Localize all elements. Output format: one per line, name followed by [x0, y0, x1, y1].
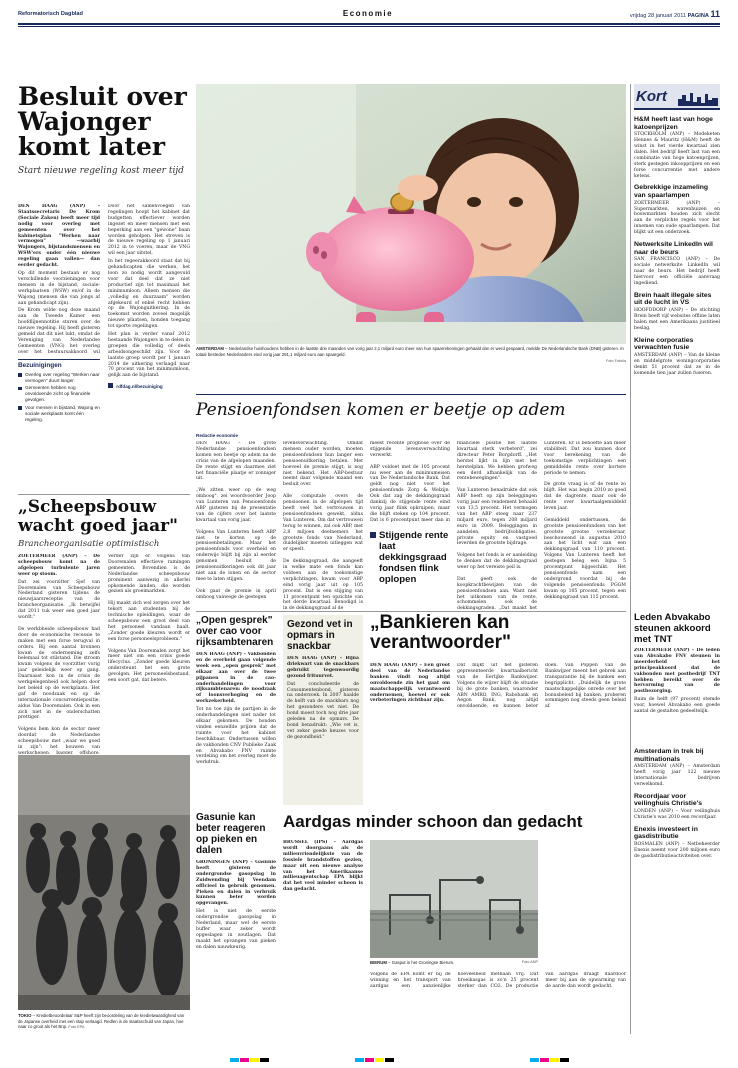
kort-title: Kort [636, 88, 667, 105]
scheepsbouw-headline: „Scheepsbouw wacht goed jaar" [18, 497, 178, 536]
hero-photo-credit: Foto Fotolia [605, 358, 626, 363]
bankieren-headline: „Bankieren kan verantwoorder" [370, 612, 511, 653]
lead-paragraph: In het regeerakkoord staat dat bij gehandicapten die werken, het loon zo nodig wordt aangevuld voor dat deel dat ze niet productief zijn tot maximaal het minimumloon. Alleen mensen die „volledig en duurzaam" worden afgekeurd of enkel recht hebben op de Wajonguitkering. In de toekomst worden zoveel mogelijk nieuwe plaatsen, honden toegang tot sporte regelingen. [108, 259, 190, 330]
lead-factbox [18, 359, 100, 424]
lead-headline: Besluit over Wajonger komt later [18, 82, 187, 161]
scheepsbouw-intro: ZOETERMEER (ANP) – De scheepsbouw komt na de afgelopen turbulente jaren weer op stoom. [18, 554, 100, 577]
aardgas-photo [370, 840, 538, 958]
scheepsbouw-text: Dat zei voorzitter Sjef van Dooremalen van Scheepsbouw Nederland gisteren tijdens de nieuwjaarsreceptie van de brancheorganisatie. „Ik betwijfel dat 2011 tuk weer een goed jaar wordt." De werkbheide scheepsbouw had door de economische recessie te maken met een forse terugval in orders. Bij een aantal bronnen kwam de onderneming zelfs helemaal tot stilstand. Die stroom kwam volgens de voorzitter vorig jaar geleidelijk weer op gang. Daarnaast kon in de crisis de werkgelegenheid ook helpen door het beleid op de werkplaats. Het gaf de noodzaak en op de internationale concurrentiepositie, aldus Van Dooremalen. Ook in een zich niet in de onderschatten prettiger. Volgens hem kon de sector meer doordat de Nederlandse scheepsbouw met „waar we goed in zijn": het bouwen van werkschepen, bagger, offshore, [18, 579, 100, 754]
kort-item: H&M heeft last van hoge katoenprijzen STOCKHOLM (ANP) – Modeketen Hennes & Mauritz (H&M) heeft de winst in het vierde kwartaal zien dalen. Het bedrijf heeft last van een combinatie van hoge katoenprijzen, sterk gestegen inkoopprijzen en een forse concurrentie met andere ketens. [634, 116, 720, 179]
lead-intro: DEN HAAG (ANP) – Staatssecretaris De Krom (Sociale Zaken) heeft meer tijd nodig voor overleg met gemeenten over het kabinetsplan "Werken naar vermogen" —waarbij Wajongers, bijstandsmensen en WSW'ers onder één nieuwe regeling gaan vallen— dan eerder gedacht. [18, 204, 100, 269]
gasunie-text [196, 860, 276, 1035]
print-marks-left [230, 1058, 269, 1062]
factbox-bullet: Overleg over regeling "Werken naar vermogen" duurt langer. [18, 372, 100, 384]
kort-item: Netwerksite LinkedIn wil naar de beurs SAN FRANCISCO (ANP) – De sociale netwerksite LinkedIn wil naar de beurs. Het bedrijf heeft hiervoor een officiële aanvraag ingediend. [634, 241, 720, 286]
lead-paragraph: Op dit moment bestaan er nog verschillende voorzieningen voor mensen in de bijstand, sociale-werkplaatsen (WSW) en/of in de Wajong (mensen die van jongs af aan gehandicapt zijn). [18, 270, 100, 306]
lead-body-col-2 [108, 204, 190, 454]
factbox-bullet: Gemeenten hebben nog onvoldoende zicht op financiële gevolgen. [18, 385, 100, 403]
tokio-photo-credit: Foto EPA [68, 1025, 85, 1029]
gezond-vet-body: Dat concludeerde de Consumentenbond, gisteren na onderzoek. In 2007 haalde de helft van de snackbars nog het gezondere vet niet. De bond moest toch nog drie jaar geleden na de opmars. De bond benadrukt: „Wie vet is, vet zeker goede keuzes voor de gezondheid." [287, 681, 359, 740]
lead-paragraph: Het plan is verder vanaf 2012 bestaande Wajongers in te delen in groepen die volledig of deels arbeidsongeschikt zijn. Voor de laatste groep wordt per 1 januari 2014 de uitkering verlaagd naar 70 procent van het minimumloon, gelijk aan de bijstand. [108, 332, 190, 379]
factbox-bullets [18, 372, 100, 423]
open-gesprek-headline: „Open gesprek" over cao voor rijksambtenaren [196, 615, 274, 648]
gezond-vet-text [287, 656, 359, 796]
pension-col-5: Lunteren. Er is behoefte aan meer stabiliteit. Dat zou kunnen door voor berekening van de toekomstige verplichtingen een gemiddelde rente over kortere periode te nemen. De grote vraag is of de rente zo blijft. Het was begin 2010 zo goed dat de dagrente, maar ook de rente over kwartaalgemiddeld leven jaar. Gemiddeld ondertussen, de grootste pensioenfondsen van het grootste grootse verzekeraar, beschouwend in augustus 2010 aan het licht wat aan een dekkingsgraad van 110 procent. Volgens Van Lunteren heeft het gestegen beleg een bijna 5 procentpunt hijgeschikt. Het pensioenfonds nam een ondergrond voordat bij de volgende pensioenfonds PGGM kwam op 105 procent, tegen een dekkingsgraad van 115 procent. [544, 441, 626, 600]
tokio-caption [18, 1013, 190, 1037]
abvakabo-text [634, 648, 720, 743]
print-marks-center [355, 1058, 394, 1062]
kort-sidebar [634, 84, 720, 609]
skyline-icon [678, 90, 718, 106]
aardgas-caption-text: – Gasput in het Groningse Bierum. [388, 960, 455, 965]
lead-subheadline: Start nieuwe regeling kost meer tijd [18, 166, 184, 176]
pension-factbox [370, 530, 450, 600]
scheepsbouw-article [18, 497, 190, 754]
scheepsbouw-subheadline: Brancheorganisatie optimistisch [18, 539, 160, 549]
factbox-title: Bezuinigingen [18, 359, 100, 370]
date-and-page [630, 9, 720, 19]
pension-headline: Pensioenfondsen komen er beetje op adem [196, 400, 566, 420]
kort-item: Gebrekkige inzameling van spaarlampen ZOETERMEER (ANP) – Supermarkten, warenhuizen en bouwmarkten houden zich slecht aan de verplichte regels voor het innemen van oude spaarlampen. Dat blijkt uit een onderzoek. [634, 184, 720, 236]
aardgas-intro: BRUSSEL (IPS) – Aardgas wordt doorgaans als de milieuvriendelijkste van de fossiele brandstoffen gezien, maar uit een nieuwe analyse van het Amerikaanse milieuagentschap EPA blijkt dat het veel minder schoon is dan gedacht. [283, 840, 363, 893]
kort-item: Enexis investeert in gasdistributie ROSMALEN (ANP) – Netbeheerder Enexis neemt voor 200 miljoen euro de gasdistributieactiviteiten over. [634, 825, 720, 859]
factbox-bullet: Voor mensen in bijstand, Wajong en sociale werkplaats komt één regeling. [18, 405, 100, 423]
lead-body-col-1 [18, 204, 100, 354]
gasunie-intro: GRONINGEN (ANP) – Gasunie heeft gisteren de ondergrondse gasopslag in Zuidwending bij Veendam officieel in gebruik genomen. Pieken en dalen in verbruik kunnen beter worden opgevangen. [196, 860, 276, 907]
section-divider [196, 611, 626, 612]
gasunie-article [196, 812, 276, 1032]
lead-paragraph: Door het samenvoegen van regelingen hoopt het kabinet dat budgetten effectiever worden ingezet en meer mensen met een beperking aan een "gewone" baan worden geholpen. Het streven is de nieuwe regeling op 1 januari 2012 in te voeren, maar de VNG wil een jaar uitstel. [108, 204, 190, 257]
page-label: PAGINA [687, 13, 709, 19]
factbox-marker-icon [370, 532, 376, 538]
bankieren-col-1 [370, 663, 450, 803]
print-marks-right [530, 1058, 569, 1062]
abvakabo-intro: ZOETERMEER (ANP) – De leden van Abvakabo FNV steunen in meerderheid het principeakkoord dat de vakbonden met postbedrijf TNT hebben bereikt over de hervorming van de postbezorging. [634, 648, 720, 695]
scheepsbouw-col-2: Verder zijn er volgens Van Dooremalen effectieve ramingen gemeenten. Bovendien is de Nederlandse scheepsbouw prominent aanwezig in allerlei opkomende landen, die worden gezien als groeimarkten. Hij maakt zich wel zorgen over het tekort aan studenten bij de technische opleidingen, waar de scheepsbouw een groot deel van het personeel vandaan haalt. „Zonder goede kleuren wordt er een forse personeelsprobleem." Volgens Van Dooremalen zorgt het meer niet om een crisis goede lifecyclus. „Zonder goede kleuren ondersteunt het een grote gevolgen. Het personeelsbestand, een soort gat, dat betere. [108, 554, 190, 684]
section-divider [18, 494, 190, 495]
hero-caption [196, 346, 626, 363]
abvakabo-headline: Leden Abvakabo steunen akkoord met TNT [634, 612, 711, 645]
lead-paragraph: De Krom wilde nog deze maand aan de Tweede Kamer een hoofdlijnennotitie sturen over de nieuwe regeling. Hij heeft gisteren gemeld dat dit niet lukt, omdat de Vereniging van Nederlandse Gemeenten (VNG) het overleg over het bestuursakkoord wil [18, 308, 100, 354]
aardgas-col-1 [283, 840, 363, 1035]
aardgas-caption [370, 960, 538, 967]
hero-photo [196, 84, 626, 344]
pension-col-2: levensverwachting. Omdat mensen ouder worden, moeten pensioenfondsen hun langer een pensioenuitkering betalen. Met hoeveel de premie stijgt, is nog niet bekend. Het ABP-bestuur neemt daar volgende maand een besluit over. Alle computale overs de pensioenen in de afgelopen tijd heeft veel het vertrouwen in pensioenfondsen gewekt, aldus Van Lunteren. Om dat vertrouwen terug te winnen, zal ook ABP, met 2,8 miljoen deelnemers het grootste fonds van Nederland, duidelijker moeten uitleggen wat er speelt. De dekkingsgraad, die aangeeft in welke mate een fonds kan voldoen aan de toekomstige verplichtingen, kwam voor ABP eind vorig jaar uit op 105 procent. Dat is een stijging van 11 procentpunt ten opzichte van het derde kwartaal. Benodigd is in de dekkingsgraad al de [283, 441, 363, 611]
lead-link[interactable] [108, 383, 190, 390]
abvakabo-article [634, 612, 720, 742]
tokio-photo [18, 755, 190, 1010]
open-gesprek-body: Tot nu toe zijn de partijen in de onderhandelingen niet nader tot elkaar gekomen. De bonden vinden eenzelfde prijzen dat de ruimte voor het kabinet beschikbaar. Ondertussen willen de vakbonden CNV Publieke Zaak en Abvakabo FNV ruimte verdeling om het overleg moet de werkdruk. [196, 707, 276, 766]
section-title: Economie [342, 9, 394, 18]
pension-col-1: DEN HAAG – De grote Nederlandse pensioenfondsen komen een beetje op adem na de crisis van de afgelopen maanden. De rente stijgt en daarmee ziet het financiële plaatje er zonniger uit. „We zitten weer op de weg omhoog", zei woordvoerder Joop van Lunteren van Pensioenfonds ABP gisteren bij de presentatie van de cijfers over het laatste kwartaal van vorig jaar. Volgens Van Lunteren heeft ABP niet te korten op de pensioenbetalingen. Maar het pensioenfonds voor overheid en onderwijs blijft bij zijn al eerder genomen besluit de pensioenuitkeringen ook dit jaar niet aan de lonen en de sector mee te laten stijgen. Ook gaat de premie in april omhoog vanwege de gestegen [196, 441, 276, 600]
hero-caption-place: AMSTERDAM [196, 346, 224, 351]
pension-col-3: meest recente prognose over de stijgende levensverwachting verwerkt. ABP voldoet met de 105 procent nu weer aan de minimumeisen van De Nederlandsche Bank. Dat geldt nog niet voor het pensioenfonds Zorg & Welzijn. Ook dat zag de dekkingsgraad dankzij de stijgende rente eind vorig jaar flink opkruipen, maar die blijft steken op 104 procent. Dat is 6 procentpunt meer dan in [370, 441, 450, 523]
edition-date: vrijdag 28 januari 2011 [629, 13, 687, 19]
kort-sidebar-continued [634, 748, 720, 1038]
aardgas-body: Volgens de EPA komt er bij de winning en het transport van aardgas een aanzienlijke hoeveelheid methaan vrij. Dat broeikasgas is zo'n 25 procent sterker dan CO2. De productie van aardgas draagt daardoor meer bij aan de opwarming van de aarde dan wordt gedacht. [370, 972, 626, 989]
aardgas-photo-credit: Foto ANP [521, 960, 538, 964]
open-gesprek-article [196, 615, 276, 805]
gasunie-headline: Gasunie kan beter reageren op pieken en dalen [196, 812, 266, 856]
link-icon [108, 383, 113, 388]
section-divider [196, 394, 626, 395]
masthead-rule [18, 23, 720, 25]
publication-name: Reformatorisch Dagblad [18, 11, 83, 17]
tokio-photo-image [18, 755, 190, 1010]
hero-caption-text: – Nederlandse huishoudens hebben in de laatste drie maanden van vorig jaar 2,1 miljard euro meer van hun spaarrekeningen gehaald dan er werd gespaard, meldde De Nederlandsche Bank (DNB) gisteren. In totaal besteden Nederlanders eind vorig jaar 291,1 miljard euro aan spaargeld. [196, 346, 624, 357]
masthead-rule-thin [18, 26, 720, 27]
open-gesprek-text [196, 652, 276, 802]
open-gesprek-intro: DEN HAAG (ANP) – Vakbonden en de overheid gaan volgende week een „open gesprek" met elkaar aan over de twee pijpanen in de cao-onderhandelingen voor rijksambtenaren: de noodzaak of loonsverhoging en de werkzekerheid. [196, 652, 276, 705]
tokio-caption-text: – Kredietbeoordelaar S&P heeft zijn beoordeling van de kredietwaardigheid van de Japanse overheid met een stap verlaagd. Redlen is de staatsschuld van Japan, hoe naar zo groot als het Bnp. [18, 1013, 185, 1029]
gezond-vet-intro: DEN HAAG (ANP) – Bijna driekwart van de snackbars gebruikt tegenwoordig gezond frituurvet. [287, 656, 359, 679]
gasunie-body: Het is niet de eerste ondergrondse gasopslag in Nederland, maar wel de eerste buffer waar zeker wordt opgeslagen in zoutlagen. Dat maakt het opvangen van pieken en dalen nauwkeurig. [196, 909, 276, 950]
column-divider [630, 84, 631, 1034]
page-number: 11 [710, 9, 720, 19]
lead-link-text[interactable]: rdfdag.nl/bezuiniging [116, 384, 163, 390]
tokio-caption-place: TOKIO [18, 1013, 32, 1018]
pension-col-4: financiële positie het laatste kwartaal sterk verbeterd", zei directeur Peter Borgdorff. „Het herstel lijkt in lijn met het herstelplan. We hebben grofweg een derd afhankelijk van de rentebewegingen". Van Lunteren benadrukte dat ook ABP heeft op zijn beleggingen vorig jaar een rendement behaald van 13,5 procent. Het vermogen van het ABP steeg naar 237 miljard euro, tegen 208 miljard euro in 2009. Beleggingen in aandelen, bedrijfsobligaties, private equity en vastgoed leverden de grootste bijdrage. Volgens het fonds is er aanleiding te denken dat de dekkingsgraad weer op het vereiste peil is. Dat geeft ook de koopkrachtbewijzen van de pensioenfondsen aan. Want niet het uitkomen van de rente, schommelen ook de dekkingsgraden. „Dat maakt het [457, 441, 537, 611]
abvakabo-body: Ruim de helft (97 procent) stemde voor, hoewel Abvakabo een goede aantal de gestalten gedeeltelijk. [634, 697, 720, 715]
gezond-vet-box [283, 615, 363, 805]
gezond-vet-headline: Gezond vet in opmars in snackbar [287, 619, 353, 652]
aardgas-article [283, 812, 626, 1038]
kort-items [634, 116, 720, 376]
lead-article [18, 84, 190, 494]
kort-item: Brein haalt illegale sites uit de lucht in VS HOOFDDORP (ANP) – De stichting Brein heeft vijf websites offline laten halen met een Amerikaans justitieel beslag. [634, 291, 720, 331]
masthead [18, 8, 720, 22]
kort-item: Kleine corporaties verwachten fusie AMSTERDAM (ANP) – Van de kleine en middelgrote woningcorporaties denkt 51 procent dat ze in de komende tien jaar zullen fuseren. [634, 336, 720, 376]
aardgas-caption-place: BIERUM [370, 960, 387, 965]
kort-item: Recordjaar voor veilinghuis Christie's LONDEN (ANP) – Voor veilinghuis Christie's was 2010 een recordjaar. [634, 792, 720, 820]
hero-photo-image [196, 84, 626, 344]
bankieren-intro: DEN HAAG (ANP) – Een groot deel van de Nederlandse banken vindt nog altijd onvoldoende zin het gaat om maatschappelijk verantwoord ondernemen, hoewel er ook verbeteringen zichtbaar zijn. [370, 663, 450, 704]
scheepsbouw-col-1 [18, 554, 100, 754]
bankieren-col-2: Dat blijkt uit het gisteren gepresenteerde kwartaalbericht van de Eerlijke Bankwijzer. Volgens de wijzer blijft de situatie bij de grote banken, waaronder ABN AMRO, ING, Rabobank en Aegon Bank, nog altijd onvoldoende, en kunnen beter doen. Van Poppen van de Bankwijzer meent het gebrek aan transparantie bij de banken een begripplicht. „Duidelijk de grote maatschappelijke onrede over het bonusbeleid bij banken, proberen sommigen nog steeds geen beleid af. [457, 663, 626, 710]
kort-item: Amsterdam in trek bij multinationals AMSTERDAM (ANP) – Amsterdam heeft vorig jaar 122 nieuwe internationale bedrijven verwelkomd. [634, 748, 720, 787]
pension-byline: Redactie economie [196, 433, 238, 438]
pension-factbox-title: Stijgende rente laat dekkingsgraad fondsen flink oplopen [379, 530, 449, 585]
aardgas-photo-image [370, 840, 538, 958]
bankieren-article [370, 613, 626, 808]
kort-banner [634, 84, 720, 110]
aardgas-headline: Aardgas minder schoon dan gedacht [283, 812, 583, 831]
